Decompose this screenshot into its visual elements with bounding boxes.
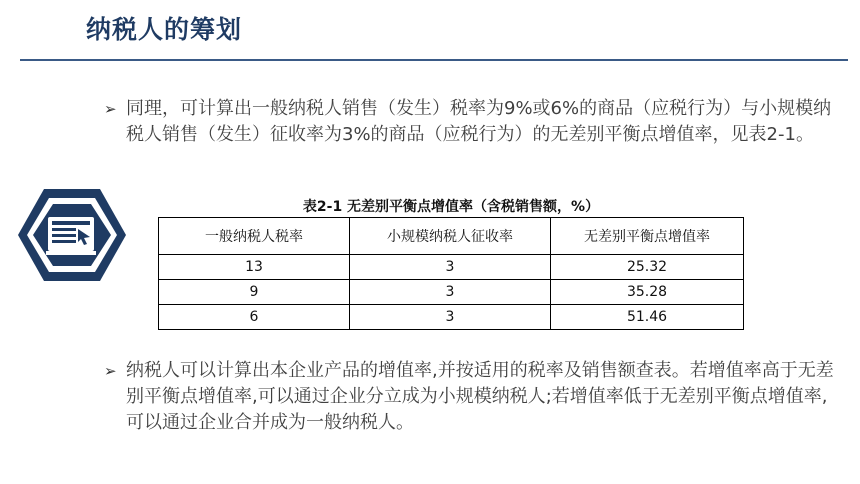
bullet-text-2: 纳税人可以计算出本企业产品的增值率,并按适用的税率及销售额查表。若增值率高于无差别平衡点增值率,可以通过企业分立成为小规模纳税人;若增值率低于无差别平衡点增值率,可以通过企业合并成为一般纳税人。 xyxy=(126,360,834,433)
table-cell: 51.46 xyxy=(551,305,744,330)
arrow-bullet-icon: ➢ xyxy=(104,362,117,380)
table-caption: 表2-1 无差别平衡点增值率（含税销售额，%） xyxy=(302,199,600,215)
bullet-item-1 xyxy=(104,96,844,148)
table-cell: 3 xyxy=(350,305,551,330)
table-cell: 25.32 xyxy=(551,255,744,280)
computer-monitor-icon xyxy=(16,185,128,285)
bullet-text-1: 同理，可计算出一般纳税人销售（发生）税率为9%或6%的商品（应税行为）与小规模纳税人销售（发生）征收率为3%的商品（应税行为）的无差别平衡点增值率，见表2-1。 xyxy=(126,98,832,145)
table-cell: 13 xyxy=(159,255,350,280)
table-cell: 6 xyxy=(159,305,350,330)
table-header-row xyxy=(159,218,744,255)
column-header: 一般纳税人税率 xyxy=(159,218,350,255)
table-cell: 9 xyxy=(159,280,350,305)
arrow-bullet-icon: ➢ xyxy=(104,100,117,118)
title-divider xyxy=(20,59,848,61)
table-row xyxy=(159,305,744,330)
table-cell: 3 xyxy=(350,280,551,305)
page-title: 纳税人的筹划 xyxy=(86,15,243,44)
table-cell: 3 xyxy=(350,255,551,280)
bullet-item-2 xyxy=(104,358,844,436)
rate-table xyxy=(158,217,744,330)
table-cell: 35.28 xyxy=(551,280,744,305)
table-row xyxy=(159,280,744,305)
table-row xyxy=(159,255,744,280)
column-header: 无差别平衡点增值率 xyxy=(551,218,744,255)
column-header: 小规模纳税人征收率 xyxy=(350,218,551,255)
